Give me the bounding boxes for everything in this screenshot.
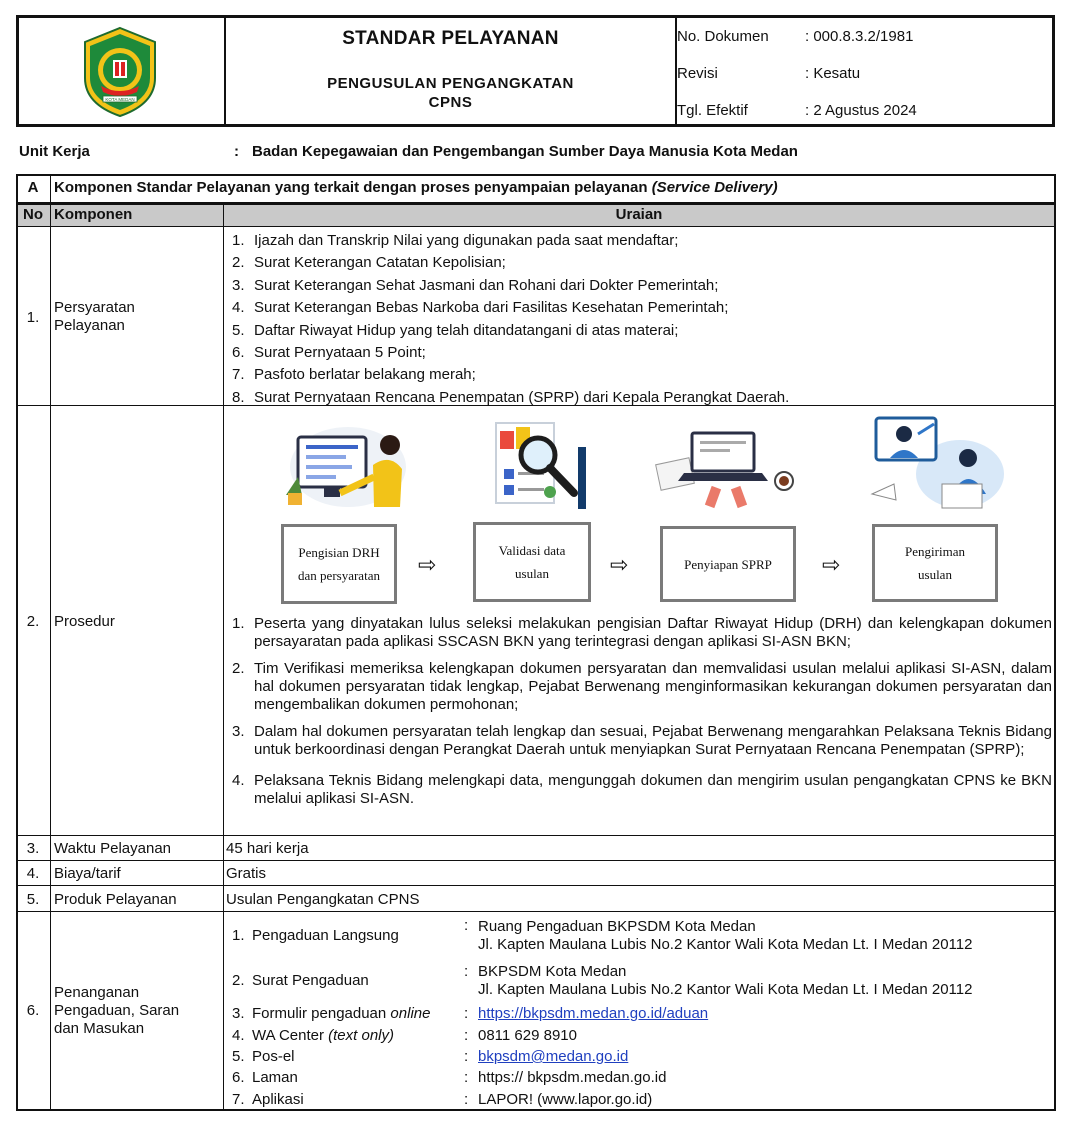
row-6-komponen-line-1: Penanganan <box>54 984 140 1001</box>
procedure-step-text: Peserta yang dinyatakan lulus seleksi melakukan pengisian Daftar Riwayat Hidup (DRH) dan kelengkapan dokumen persayaratan pada aplikasi SSCASN BKN yang terintegrasi dengan aplikasi SI-ASN BKN; <box>254 615 1052 650</box>
channel-4-label-text: WA Center <box>252 1027 324 1044</box>
rule <box>16 1109 1056 1111</box>
channel-7-colon: : <box>464 1091 469 1108</box>
row-1-komponen <box>54 299 135 335</box>
procedure-step: 1. Peserta yang dinyatakan lulus seleksi melakukan pengisian Daftar Riwayat Hidup (DRH) dan kelengkapan dokumen persayaratan pada aplikasi SSCASN BKN yang terintegrasi dengan aplikasi SI-ASN BKN; <box>232 615 1052 650</box>
procedure-step-text: Pelaksana Teknis Bidang melengkapi data, mengunggah dokumen dan mengirim usulan pengangkatan CPNS ke BKN melalui aplikasi SI-ASN. <box>254 772 1052 807</box>
flow-step-1-line-1: Pengisian DRH <box>298 545 380 560</box>
channel-4-label <box>252 1027 394 1044</box>
rule <box>16 202 1056 205</box>
flow-step-3-box <box>660 526 796 602</box>
section-title <box>54 179 778 196</box>
list-item-text: Daftar Riwayat Hidup yang telah ditandatangani di atas materai; <box>254 321 679 339</box>
document-meta <box>677 18 1052 124</box>
row-5-uraian: Usulan Pengangkatan CPNS <box>226 891 420 908</box>
channel-1-value-line-1: Ruang Pengaduan BKPSDM Kota Medan <box>478 918 756 935</box>
channel-6-label: Laman <box>252 1069 298 1086</box>
row-1-komponen-line-2: Pelayanan <box>54 317 125 334</box>
flow-step-2-line-2: usulan <box>515 566 549 581</box>
channel-7-number: 7. <box>232 1091 245 1108</box>
channel-5-colon: : <box>464 1048 469 1065</box>
rule <box>16 911 1056 912</box>
flow-step-4-line-1: Pengiriman <box>905 544 965 559</box>
row-1-requirements <box>226 230 1052 409</box>
channel-1-value <box>478 918 972 954</box>
channel-2-label: Surat Pengaduan <box>252 972 369 989</box>
rule <box>16 226 1056 227</box>
rule <box>16 835 1056 836</box>
channel-3-label-italic: online <box>390 1005 431 1022</box>
section-title-italic: (Service Delivery) <box>651 179 778 196</box>
channel-3-label-text: Formulir pengaduan <box>252 1005 387 1022</box>
procedure-step-text: Tim Verifikasi memeriksa kelengkapan dokumen persyaratan dan memvalidasi usulan melalui aplikasi SI-ASN, dalam hal dokumen persyaratan tidak lengkap, Pejabat Berwenang menginformasikan kekurangan dokumen persyaratan dan mengembalikan dokumen permohonan; <box>254 660 1052 713</box>
rule <box>1054 174 1056 1111</box>
row-6-komponen <box>54 984 179 1038</box>
channel-2-number: 2. <box>232 972 245 989</box>
person-at-computer-icon <box>278 417 408 509</box>
list-item-text: Ijazah dan Transkrip Nilai yang digunakan pada saat mendaftar; <box>254 232 679 249</box>
row-6-komponen-line-3: dan Masukan <box>54 1020 145 1037</box>
list-item: 6. Surat Pernyataan 5 Point; <box>232 344 426 362</box>
flow-step-4-line-2: usulan <box>918 567 952 582</box>
unit-value: Badan Kepegawaian dan Pengembangan Sumber Daya Manusia Kota Medan <box>252 143 798 160</box>
channel-7-label: Aplikasi <box>252 1091 304 1108</box>
row-6-komponen-line-2: Pengaduan, Saran <box>54 1002 180 1019</box>
email-link[interactable]: bkpsdm@medan.go.id <box>478 1048 629 1065</box>
procedure-step: 2. Tim Verifikasi memeriksa kelengkapan dokumen persyaratan dan memvalidasi usulan melalui aplikasi SI-ASN, dalam hal dokumen persyaratan tidak lengkap, Pejabat Berwenang menginformasikan kekurangan dokumen persyaratan dan mengembalikan dokumen permohonan; <box>232 660 1052 713</box>
row-5-number: 5. <box>26 891 40 908</box>
row-3-komponen: Waktu Pelayanan <box>54 840 172 857</box>
channel-3-label <box>252 1005 430 1022</box>
title-cell <box>226 18 677 124</box>
rule <box>16 860 1056 861</box>
row-5-komponen: Produk Pelayanan <box>54 891 177 908</box>
channel-4-value: 0811 629 8910 <box>478 1027 577 1044</box>
page-title: STANDAR PELAYANAN <box>342 28 559 49</box>
channel-3-number: 3. <box>232 1005 245 1022</box>
channel-2-value-line-1: BKPSDM Kota Medan <box>478 963 627 980</box>
document-header <box>16 15 1055 127</box>
list-item-text: Surat Pernyataan 5 Point; <box>254 344 426 362</box>
row-2-komponen: Prosedur <box>54 613 115 630</box>
row-1-komponen-line-1: Persyaratan <box>54 299 135 316</box>
list-item: 3. Surat Keterangan Sehat Jasmani dan Rohani dari Dokter Pemerintah; <box>232 276 719 294</box>
unit-colon: : <box>234 143 239 160</box>
row-3-uraian: 45 hari kerja <box>226 840 309 857</box>
channel-6-colon: : <box>464 1069 469 1086</box>
rule <box>223 202 224 1111</box>
list-item: 4. Surat Keterangan Bebas Narkoba dari Fasilitas Kesehatan Pemerintah; <box>232 299 729 317</box>
revision-value: : Kesatu <box>805 65 861 82</box>
row-2-number: 2. <box>26 613 40 630</box>
list-item: 8. Surat Pernyataan Rencana Penempatan (SPRP) dari Kepala Perangkat Daerah. <box>232 388 790 406</box>
list-item-text: Surat Keterangan Sehat Jasmani dan Rohani dari Dokter Pemerintah; <box>254 276 719 294</box>
subtitle-line-2: CPNS <box>428 94 473 111</box>
row-3-number: 3. <box>26 840 40 857</box>
section-letter: A <box>27 179 39 196</box>
complaint-form-link[interactable]: https://bkpsdm.medan.go.id/aduan <box>478 1005 709 1022</box>
effective-date-label: Tgl. Efektif <box>677 102 748 119</box>
doc-number-value: : 000.8.3.2/1981 <box>805 28 914 45</box>
list-item-text: Pasfoto berlatar belakang merah; <box>254 366 476 384</box>
subtitle-line-1: PENGUSULAN PENGANGKATAN <box>327 75 574 92</box>
channel-5-number: 5. <box>232 1048 245 1065</box>
flow-step-1-line-2: dan persyaratan <box>298 568 380 583</box>
row-1-number: 1. <box>26 309 40 326</box>
channel-1-label: Pengaduan Langsung <box>252 927 399 944</box>
logo-cell <box>19 18 226 124</box>
kota-medan-emblem-icon <box>79 26 161 118</box>
flow-arrow-icon: ⇨ <box>418 552 437 577</box>
channel-5-label: Pos-el <box>252 1048 295 1065</box>
online-communication-icon <box>864 414 1006 512</box>
flow-arrow-icon: ⇨ <box>610 552 629 577</box>
flow-step-2-line-1: Validasi data <box>498 543 566 558</box>
section-title-text: Komponen Standar Pelayanan yang terkait dengan proses penyampaian pelayanan <box>54 179 648 196</box>
rule <box>16 885 1056 886</box>
list-item: 1. Ijazah dan Transkrip Nilai yang digunakan pada saat mendaftar; <box>232 232 679 249</box>
column-header-no: No <box>23 206 43 223</box>
row-4-number: 4. <box>26 865 40 882</box>
channel-6-number: 6. <box>232 1069 245 1086</box>
channel-4-label-italic: (text only) <box>328 1027 394 1044</box>
flow-step-2-box <box>473 522 591 602</box>
list-item: 7. Pasfoto berlatar belakang merah; <box>232 366 476 384</box>
list-item-text: Surat Keterangan Catatan Kepolisian; <box>254 254 506 272</box>
procedure-step-text: Dalam hal dokumen persyaratan telah lengkap dan sesuai, Pejabat Berwenang mengarahkan Pelaksana Teknis Bidang untuk berkoordinasi dengan Perangkat Daerah untuk menyiapkan Surat Pernyataan Rencana Penempatan (SPRP); <box>254 723 1052 758</box>
channel-4-number: 4. <box>232 1027 245 1044</box>
logo-text: KOTA MEDAN <box>105 97 135 102</box>
procedure-step: 4. Pelaksana Teknis Bidang melengkapi data, mengunggah dokumen dan mengirim usulan pengangkatan CPNS ke BKN melalui aplikasi SI-ASN. <box>232 772 1052 807</box>
channel-3-colon: : <box>464 1005 469 1022</box>
channel-1-value-line-2: Jl. Kapten Maulana Lubis No.2 Kantor Wali Kota Medan Lt. I Medan 20112 <box>478 936 973 953</box>
unit-label: Unit Kerja <box>19 143 90 160</box>
list-item: 5. Daftar Riwayat Hidup yang telah ditandatangani di atas materai; <box>232 321 679 339</box>
column-header-komponen: Komponen <box>54 206 133 223</box>
effective-date-value: : 2 Agustus 2024 <box>805 102 917 119</box>
channel-2-value-line-2: Jl. Kapten Maulana Lubis No.2 Kantor Wali Kota Medan Lt. I Medan 20112 <box>478 981 973 998</box>
page-subtitle <box>226 74 675 112</box>
list-item: 2. Surat Keterangan Catatan Kepolisian; <box>232 254 506 272</box>
rule <box>50 174 51 1111</box>
row-4-komponen: Biaya/tarif <box>54 865 121 882</box>
list-item-text: Surat Keterangan Bebas Narkoba dari Fasilitas Kesehatan Pemerintah; <box>254 299 729 317</box>
channel-6-value: https:// bkpsdm.medan.go.id <box>478 1069 667 1086</box>
list-item-text: Surat Pernyataan Rencana Penempatan (SPRP) dari Kepala Perangkat Daerah. <box>254 388 790 406</box>
flow-step-4-box <box>872 524 998 602</box>
row-6-number: 6. <box>26 1002 40 1019</box>
row-2-procedure-steps <box>226 615 1052 817</box>
row-4-uraian: Gratis <box>226 865 267 882</box>
channel-2-value <box>478 963 972 999</box>
flow-arrow-icon: ⇨ <box>822 552 841 577</box>
revision-label: Revisi <box>677 65 718 82</box>
rule <box>16 174 1056 176</box>
channel-2-colon: : <box>464 963 469 980</box>
flow-step-3-line-1: Penyiapan SPRP <box>684 556 772 572</box>
laptop-desk-icon <box>648 429 798 511</box>
column-header-uraian: Uraian <box>615 206 663 223</box>
doc-number-label: No. Dokumen <box>677 28 769 45</box>
channel-1-number: 1. <box>232 927 245 944</box>
procedure-step: 3. Dalam hal dokumen persyaratan telah lengkap dan sesuai, Pejabat Berwenang mengarahkan Pelaksana Teknis Bidang untuk berkoordinasi dengan Perangkat Daerah untuk menyiapkan Surat Pernyataan Rencana Penempatan (SPRP); <box>232 723 1052 758</box>
flow-step-1-box <box>281 524 397 604</box>
channel-1-colon: : <box>464 917 469 934</box>
service-standard-table <box>16 174 1056 1111</box>
magnifier-document-icon <box>478 417 598 512</box>
channel-7-value: LAPOR! (www.lapor.go.id) <box>478 1091 653 1108</box>
channel-4-colon: : <box>464 1027 469 1044</box>
